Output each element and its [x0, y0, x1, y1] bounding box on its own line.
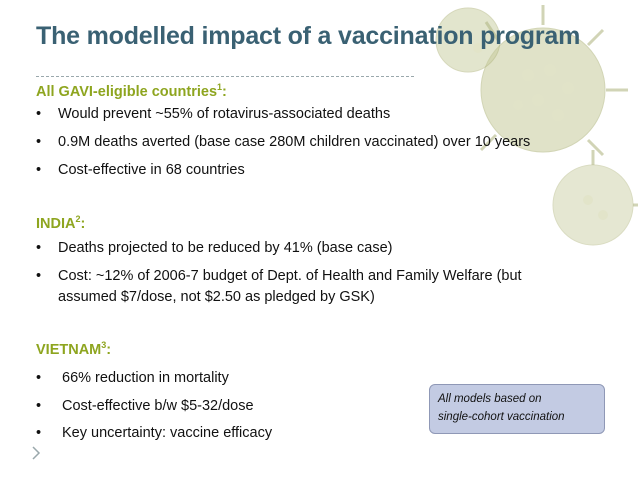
- list-item: • Cost-effective in 68 countries: [36, 162, 245, 178]
- list-item: • 66% reduction in mortality: [36, 370, 229, 386]
- note-box: [429, 384, 605, 434]
- section-heading-vietnam: VIETNAM$^3$:: [36, 340, 112, 358]
- list-item: • 0.9M deaths averted (base case 280M children vaccinated) over 10 years: [36, 134, 531, 150]
- list-item: • Key uncertainty: vaccine efficacy: [36, 425, 273, 441]
- list-item: • Cost: ~12% of 2006-7 budget of Dept. of Health and Family Welfare (but assumed $7/dose, not $2.50 as pledged by GSK): [36, 268, 522, 305]
- section-heading-gavi: All GAVI-eligible countries$^1$:: [36, 82, 227, 100]
- list-item: • Cost-effective b/w $5-32/dose: [36, 398, 254, 414]
- note-line-1: All models based on: [438, 393, 542, 405]
- section-heading-india: INDIA$^2$:: [36, 214, 86, 232]
- title-divider: [36, 76, 414, 77]
- note-line-2: single-cohort vaccination: [438, 411, 565, 423]
- list-item: • Deaths projected to be reduced by 41% (base case): [36, 240, 393, 256]
- chevron-right-icon: [31, 446, 41, 460]
- list-item: • Would prevent ~55% of rotavirus-associated deaths: [36, 106, 391, 122]
- page-title: The modelled impact of a vaccination program: [36, 22, 581, 50]
